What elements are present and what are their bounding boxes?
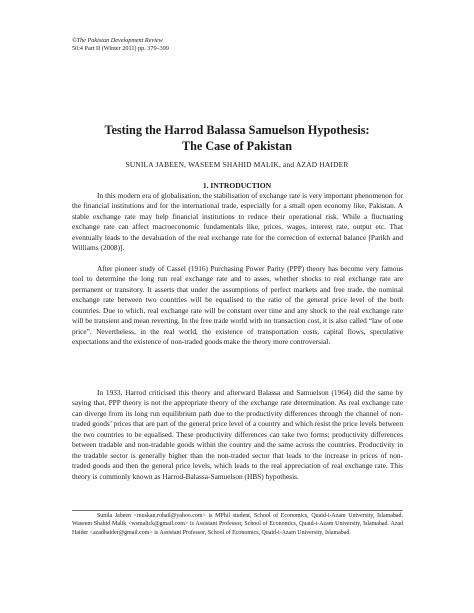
body-paragraph-3: In 1933, Harrod criticised this theory and afterward Balassa and Samuelson (1964) did the same by saying that, PPP theory is not the appropriate theory of the exchange rate determination. As real exchange rate can diverge from its long run equilibrium path due to the productivity differences through the channel of non-traded goods’ prices that are part of the general price level of a country and which resist the price levels between the two countries to be equalised. These productivity differences can take two forms; productivity differences between tradable and non-tradable goods within the country and the same across the countries. Productivity in the tradable sector is generally higher than the non-traded sector that leads to the increase in prices of non-traded goods and then the general price levels, which leads to the real appreciation of real exchange rate. This theory is commonly known as Harrod-Balassa-Samuelson (HBS) hypothesis.: [72, 388, 403, 481]
paper-title-line-1: Testing the Harrod Balassa Samuelson Hypothesis:: [104, 123, 370, 137]
journal-header: [72, 37, 169, 54]
journal-issue: 50:4 Part II (Winter 2011) pp. 379–399: [72, 45, 169, 53]
footnote-divider: [72, 510, 403, 511]
paper-title-line-2: The Case of Pakistan: [181, 138, 293, 153]
author-footnote: Sunila Jabeen <muskan.rohail@yahoo.com> is MPhil student, School of Economics, Quaid-i-Azam University, Islamabad. Waseem Shahid Malik <wsmalick@gmail.com> is Assistant Professor, School of Economics, Quaid-i-Azam University, Islamabad. Azad Haider <azadhaider@gmail.com> is Assistant Professor, School of Economics, Quaid-i-Azam University, Islamabad.: [72, 513, 403, 536]
journal-name: ©The Pakistan Development Review: [72, 37, 163, 44]
body-paragraph-2: After pioneer study of Cassel (1916) Purchasing Power Parity (PPP) theory has become very famous tool to determine the long run real exchange rate and to asses, whether shocks to real exchange rate are permanent or transitory. It asserts that under the assumptions of perfect markets and free trade, the nominal exchange rate between two countries will be equalised to the ratio of the general price level of the both countries. Due to which, real exchange rate will be constant over time and any shock to the real exchange rate will be transient and mean reverting. In the free trade world with no transaction cost, it is also called “law of one price”. Nevertheless, in the real world, the existence of transportation costs, capital flows, speculative expectations and the existence of non-traded goods make the theory more controversial.: [72, 264, 403, 347]
author-list: SUNILA JABEEN, WASEEM SHAHID MALIK, and AZAD HAIDER: [125, 160, 349, 169]
paper-title: [0, 123, 474, 154]
section-heading: 1. INTRODUCTION: [202, 181, 272, 190]
body-paragraph-1: In this modern era of globalisation, the stabilisation of exchange rate is very important phenomenon for the financial institutions and for the international trade, especially for a small open economy like, Pakistan. A stable exchange rate may help financial institutions to reduce their operational risk. While a fluctuating exchange rate can affect macroeconomic fundamentals like, prices, wages, interest rate, output etc. That eventually leads to the devaluation of the real exchange rate for the correction of external balance [Parikh and Williams (2008)].: [72, 191, 403, 253]
